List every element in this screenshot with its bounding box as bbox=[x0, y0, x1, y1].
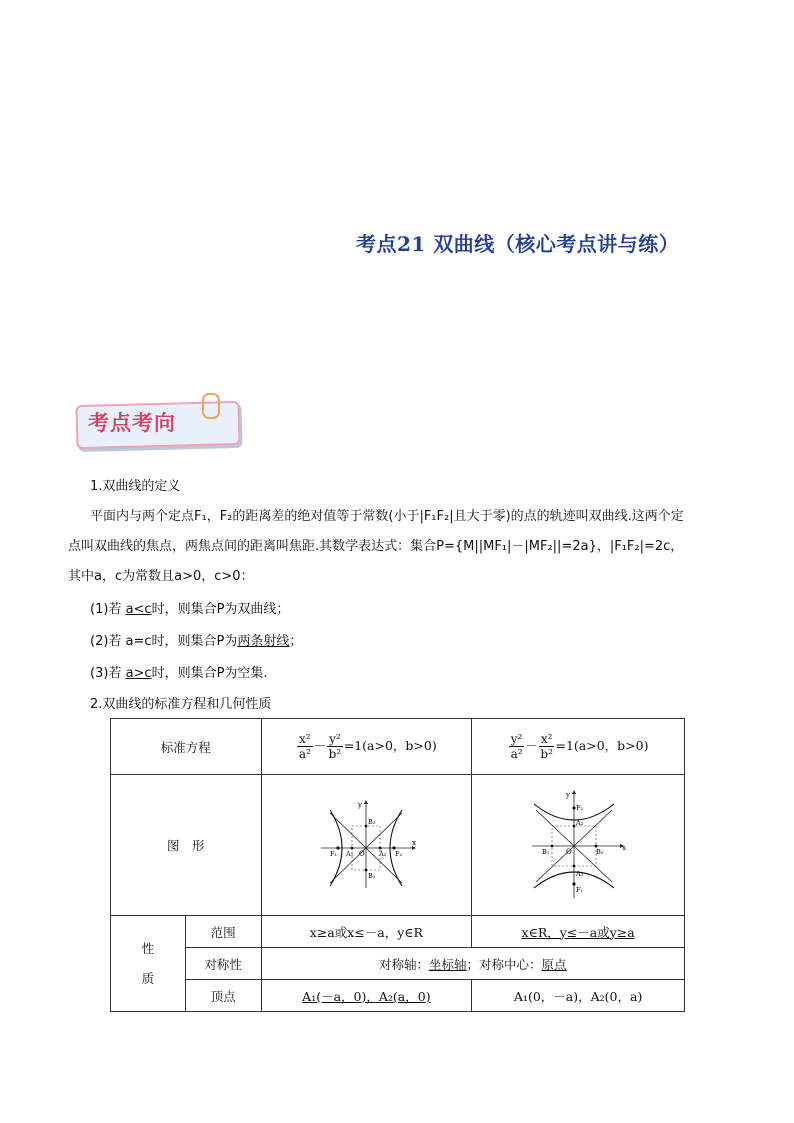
badge-label: 考点考向 bbox=[88, 411, 176, 435]
origin-label: O bbox=[566, 847, 572, 856]
equation-horizontal: $\frac{\text{x²}}{\text{a²}}$ － $\frac{\text{y²}}{\text{b²}}$ =1(a>0，b>0) bbox=[261, 719, 472, 775]
paperclip-icon bbox=[202, 393, 220, 419]
definition-line-2: 点叫双曲线的焦点，两焦点间的距离叫焦距.其数学表达式：集合P={M||MF₁|－|MF₂||=2a}，|F₁F₂|=2c， bbox=[68, 539, 684, 554]
f1-label: F₁ bbox=[330, 849, 338, 858]
y-axis-label: y bbox=[358, 800, 363, 809]
graph-horizontal-cell bbox=[261, 775, 472, 916]
graph-vertical-cell bbox=[472, 775, 685, 916]
case-3-condition: a>c bbox=[125, 666, 152, 681]
equation-vertical: $\frac{\text{y²}}{\text{a²}}$ － $\frac{\text{x²}}{\text{b²}}$ =1(a>0，b>0) bbox=[472, 719, 685, 775]
a2-label: A₂ bbox=[379, 849, 387, 858]
b2-label: B₂ bbox=[368, 817, 376, 826]
table-row bbox=[111, 980, 685, 1012]
y-axis-label: y bbox=[566, 790, 571, 799]
x-axis-label: x bbox=[412, 838, 417, 847]
origin-label: O bbox=[359, 849, 366, 858]
b1-label: B₁ bbox=[368, 871, 376, 880]
x-axis-label: x bbox=[622, 843, 627, 852]
case-1: (1)若 a<c时，则集合P为双曲线； bbox=[90, 602, 290, 617]
case-3: (3)若 a>c时，则集合P为空集. bbox=[90, 666, 268, 681]
table-row bbox=[111, 948, 685, 980]
f2-label: F₂ bbox=[576, 803, 584, 812]
symmetry-axis: 坐标轴 bbox=[428, 956, 467, 972]
table-row bbox=[111, 719, 685, 775]
case-1-condition: a<c bbox=[125, 602, 152, 617]
std-eq-label: 标准方程 bbox=[111, 719, 262, 775]
range-vertical: x∈R，y≤－a或y≥a bbox=[472, 916, 685, 948]
definition-line-1: 平面内与两个定点F₁，F₂的距离差的绝对值等于常数(小于|F₁F₂|且大于零)的点的轨迹叫双曲线.这两个定 bbox=[90, 509, 684, 524]
a1-label: A₁ bbox=[576, 869, 584, 878]
b1-label: B₁ bbox=[542, 847, 550, 856]
a1-label: A₁ bbox=[346, 849, 354, 858]
props-label: 性 质 bbox=[111, 916, 186, 1012]
hyperbola-horizontal-graph bbox=[316, 798, 416, 890]
range-horizontal: x≥a或x≤－a，y∈R bbox=[261, 916, 472, 948]
case-2: (2)若 a=c时，则集合P为两条射线； bbox=[90, 634, 303, 649]
definition-line-3: 其中a，c为常数且a>0，c>0： bbox=[68, 569, 254, 584]
page-title: 考点21 双曲线（核心考点讲与练） bbox=[356, 232, 680, 256]
vertex-label: 顶点 bbox=[185, 980, 261, 1012]
b2-label: B₂ bbox=[596, 847, 604, 856]
range-label: 范围 bbox=[185, 916, 261, 948]
a2-label: A₂ bbox=[576, 818, 584, 827]
graph-label: 图 形 bbox=[111, 775, 262, 916]
symmetry-label: 对称性 bbox=[185, 948, 261, 980]
section-badge bbox=[70, 393, 246, 457]
symmetry-center: 原点 bbox=[541, 956, 567, 972]
vertex-vertical: A₁(0，－a)，A₂(0，a) bbox=[472, 980, 685, 1012]
section2-heading: 2.双曲线的标准方程和几何性质 bbox=[90, 697, 272, 712]
case-2-answer: 两条射线 bbox=[237, 634, 290, 649]
table-row bbox=[111, 775, 685, 916]
hyperbola-vertical-graph bbox=[528, 788, 628, 900]
table-row bbox=[111, 916, 685, 948]
section1-heading: 1.双曲线的定义 bbox=[90, 479, 181, 494]
f1-label: F₁ bbox=[576, 885, 584, 894]
symmetry-value: 对称轴：坐标轴；对称中心：原点 bbox=[261, 948, 684, 980]
properties-table bbox=[110, 718, 685, 1012]
f2-label: F₂ bbox=[395, 849, 403, 858]
vertex-horizontal: A₁(－a，0)，A₂(a，0) bbox=[261, 980, 472, 1012]
